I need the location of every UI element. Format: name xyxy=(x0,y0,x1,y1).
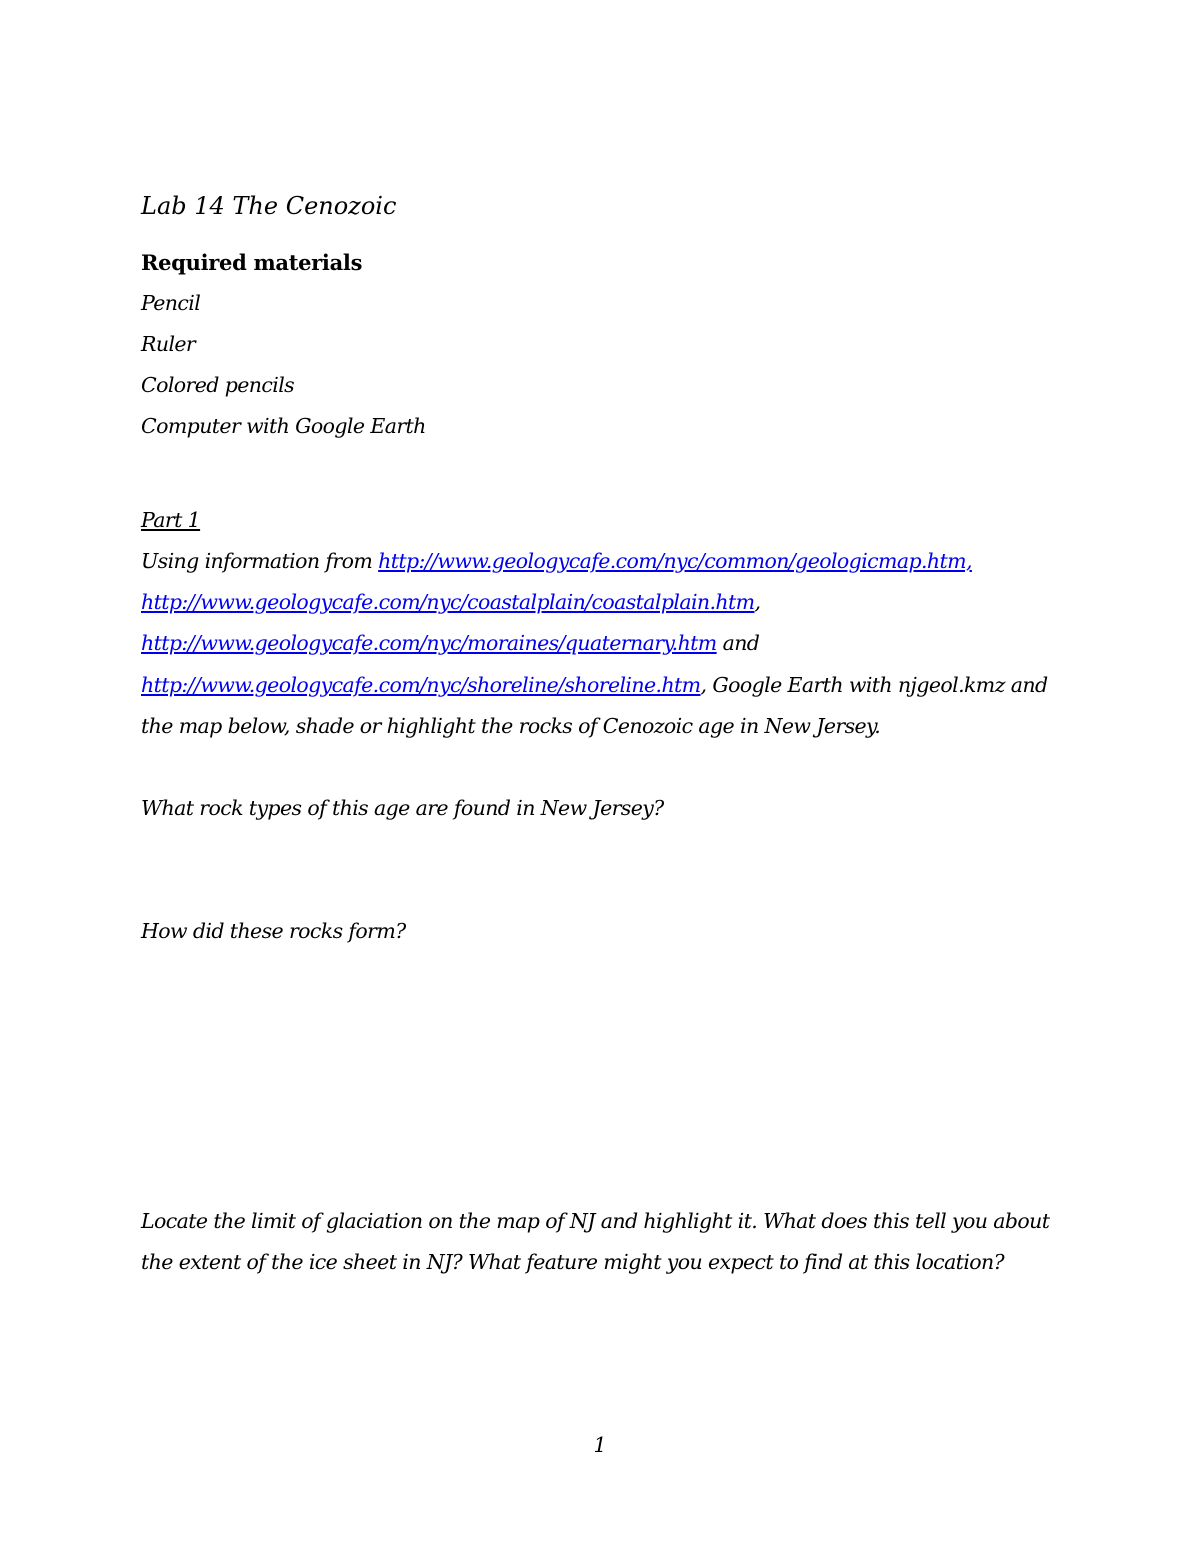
geologicmap-link[interactable]: http://www.geologycafe.com/nyc/common/geologicmap.htm, xyxy=(378,549,972,573)
intro-lead: Using information from xyxy=(141,549,379,573)
intro-line-4 xyxy=(141,672,1048,698)
quaternary-link[interactable]: http://www.geologycafe.com/nyc/moraines/quaternary.htm xyxy=(141,631,717,655)
material-item: Pencil xyxy=(141,291,201,315)
materials-heading: Required materials xyxy=(141,250,363,275)
intro-line-5: the map below, shade or highlight the rocks of Cenozoic age in New Jersey. xyxy=(141,714,881,738)
coastalplain-link[interactable]: http://www.geologycafe.com/nyc/coastalplain/coastalplain.htm xyxy=(141,590,755,614)
and-text: and xyxy=(716,631,760,655)
question-rock-types: What rock types of this age are found in New Jersey? xyxy=(141,796,664,820)
question-glaciation-line-2: the extent of the ice sheet in NJ? What feature might you expect to find at this location? xyxy=(141,1250,1005,1274)
question-rock-formation: How did these rocks form? xyxy=(141,919,406,943)
material-item: Colored pencils xyxy=(141,373,295,397)
question-glaciation-line-1: Locate the limit of glaciation on the map of NJ and highlight it. What does this tell you about xyxy=(141,1209,1050,1233)
intro-line-3 xyxy=(141,630,759,656)
material-item: Ruler xyxy=(141,332,196,356)
page-title: Lab 14 The Cenozoic xyxy=(141,192,397,220)
intro-line-2 xyxy=(141,589,760,615)
shoreline-link[interactable]: http://www.geologycafe.com/nyc/shoreline/shoreline.htm xyxy=(141,673,701,697)
comma-text: , xyxy=(754,590,761,614)
page-number: 1 xyxy=(593,1433,607,1457)
google-earth-text: , Google Earth with njgeol.kmz and xyxy=(700,673,1048,697)
material-item: Computer with Google Earth xyxy=(141,414,426,438)
intro-line-1 xyxy=(141,548,972,574)
part-label: Part 1 xyxy=(141,508,201,532)
